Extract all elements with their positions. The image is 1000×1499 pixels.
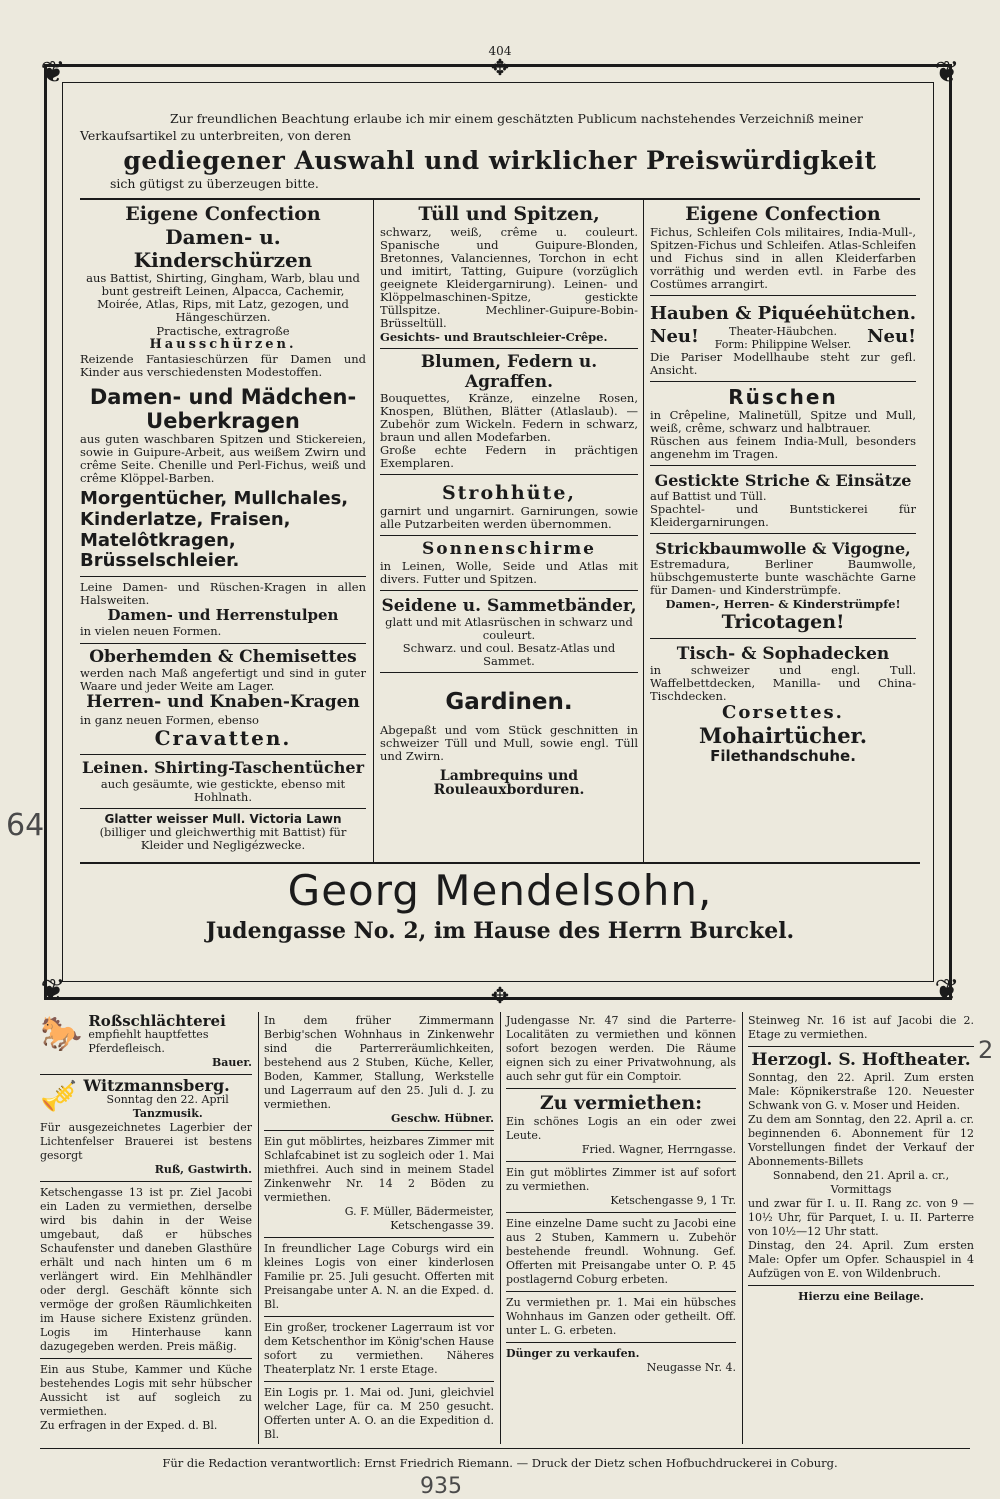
text: aus guten waschbaren Spitzen und Stickereien, sowie in Guipure-Arbeit, aus weißem Zwirn und crême Seite. Chenille und Perl-Fichus, weiß und crême Klöppel-Barben.: [80, 432, 366, 486]
divider: [650, 638, 916, 639]
text: (billiger und gleichwerthig mit Battist) für Kleider und Negligézwecke.: [99, 825, 347, 853]
divider: [264, 1130, 494, 1131]
corner-ornament-icon: ❦: [934, 55, 960, 90]
text: aus Battist, Shirting, Gingham, Warb, blau und bunt gestreift Leinen, Alpacca, Cachemir, Moirée, Atlas, Rips, mit Latz, gezogen, und Hängeschürzen.: [86, 270, 360, 324]
divider: [40, 1074, 252, 1075]
firm-address: Judengasse No. 2, im Hause des Herrn Burckel.: [205, 918, 795, 944]
column-divider: [258, 1012, 259, 1444]
text: In dem früher Zimmermann Berbig'schen Wohnhaus in Zinkenwehr sind die Parterreräumlichkeiten, bestehend aus 2 Stuben, Küche, Keller, Boden, Kammer, Stallung, Werkstelle und Lagerraum auf den 25. Juli d. J. zu vermiethen.: [264, 1014, 494, 1111]
text: Zu dem am Sonntag, den 22. April a. cr. beginnenden 6. Abonnement für 12 Vorstellungen findet der Verkauf der Abonnements-Billets: [748, 1112, 974, 1168]
text: auf Battist und Tüll.: [650, 488, 767, 503]
text: Hausschürzen.: [149, 337, 297, 353]
ad-title: Zu vermiethen:: [539, 1092, 703, 1114]
text: Estremadura, Berliner Baumwolle, hübschgemusterte bunte waschächte Garne für Damen- und Kinderstrümpfe.: [650, 557, 916, 598]
footer-rule: [40, 1448, 970, 1449]
heading: Filethandschuhe.: [710, 747, 856, 766]
text: Die Pariser Modellhaube steht zur gefl. Ansicht.: [650, 349, 916, 377]
text: Bouquettes, Kränze, einzelne Rosen, Knospen, Blüthen, Blätter (Atlaslaub). — Zubehör zum Wickeln. Federn in schwarz, braun und allen Modefarben.: [380, 391, 638, 445]
heading: Damen- und Herrenstulpen: [107, 605, 339, 624]
ad-title: Roßschlächterei: [88, 1012, 226, 1030]
heading: Strohhüte,: [441, 482, 577, 505]
text: Dinstag, den 24. April. Zum ersten Male: Opfer um Opfer. Schauspiel in 4 Aufzügen von E. von Wildenbruch.: [748, 1238, 974, 1280]
text: Abgepaßt und vom Stück geschnitten in schweizer Tüll und Mull, sowie engl. Tüll und Zwirn.: [380, 722, 638, 763]
heading: Eigene Confection: [125, 203, 321, 225]
heading: Damen- u. Kinderschürzen: [133, 224, 313, 272]
heading: Gardinen.: [445, 689, 573, 716]
signature: Bauer.: [211, 1056, 252, 1069]
divider: [506, 1161, 736, 1162]
divider: [80, 808, 366, 809]
heading: Mohairtücher.: [699, 722, 867, 748]
corner-ornament-icon: ❦: [40, 55, 66, 90]
text: Eine einzelne Dame sucht zu Jacobi eine aus 2 Stuben, Kammern u. Zubehör bestehende freundl. Wohnung. Gef. Offerten mit Preisangabe unter O. P. 45 postlagernd Coburg erbeten.: [506, 1216, 736, 1286]
divider: [650, 465, 916, 466]
divider: [506, 1088, 736, 1089]
ad-title: Herzogl. S. Hoftheater.: [751, 1050, 971, 1070]
heading: Glatter weisser Mull. Victoria Lawn: [104, 811, 342, 826]
neu-label: Neu!: [650, 326, 699, 348]
text: Ein gut möblirtes Zimmer ist auf sofort zu vermiethen.: [506, 1165, 736, 1193]
text: Ein gut möblirtes, heizbares Zimmer mit Schlafcabinet ist zu sogleich oder 1. Mai miethfrei. Auch sind in meinem Stadel Zinkenwehr Nr. 14 2 Böden zu vermiethen.: [264, 1135, 494, 1204]
intro-line: Zur freundlichen Beachtung erlaube ich mir einem geschätzten Publicum nachstehendes Verzeichniß meiner Verkaufsartikel zu unterbreiten, von deren: [80, 111, 863, 143]
text: Ein schönes Logis an ein oder zwei Leute.: [506, 1114, 736, 1142]
page-number: 404: [488, 44, 512, 58]
ads-column-a: [40, 1014, 252, 1433]
intro-end: sich gütigst zu überzeugen bitte.: [110, 176, 319, 191]
text: Theater-Häubchen.: [728, 324, 837, 338]
text: in schweizer und engl. Tull. Waffelbettdecken, Manilla- und China-Tischdecken.: [650, 663, 916, 704]
horse-icon: 🐎: [40, 1014, 83, 1054]
column-divider: [643, 200, 644, 864]
heading: Rüschen: [728, 384, 838, 409]
text: Gesichts- und Brautschleier-Crêpe.: [380, 329, 608, 344]
text: schwarz, weiß, crême u. couleurt. Spanische und Guipure-Blonden, Bretonnes, Valanciennes, Torchon in echt und imitirt, Tatting, Guipure (vorzüglich geeignete Kleidergarnirung). Leinen- und Klöppelmaschinen-Spitze, gestickte Tüllspitze. Mechliner-Guipure-Bobin-Brüsseltüll.: [380, 224, 638, 330]
text: Hierzu eine Beilage.: [798, 1289, 924, 1303]
ads-column-d: [748, 1014, 974, 1304]
text: Zu erfragen in der Exped. d. Bl.: [40, 1419, 218, 1432]
text: Dünger zu verkaufen.: [506, 1346, 640, 1360]
text: Große echte Federn in prächtigen Exemplaren.: [380, 443, 638, 471]
text: Sonntag den 22. April: [106, 1093, 229, 1106]
heading: Seidene u. Sammetbänder,: [381, 595, 637, 616]
divider: [506, 1342, 736, 1343]
text: in vielen neuen Formen.: [80, 624, 222, 639]
corner-ornament-icon: ❦: [40, 973, 66, 1008]
text: Rouleauxborduren.: [433, 782, 585, 799]
heading: Corsettes.: [722, 702, 844, 724]
text: Ein Logis pr. 1. Mai od. Juni, gleichviel welcher Lage, für ca. M 250 gesucht. Offerten unter A. O. an die Expedition d. Bl.: [264, 1386, 494, 1441]
text: glatt und mit Atlasrüschen in schwarz und couleurt.: [385, 615, 633, 643]
ad-witzmannsberg: [40, 1076, 252, 1121]
text: Damen-, Herren- & Kinderstrümpfe!: [665, 597, 901, 612]
divider: [380, 672, 638, 673]
text: Reizende Fantasieschürzen für Damen und Kinder aus verschiedensten Modestoffen.: [80, 351, 366, 379]
signature: G. F. Müller, Bädermeister, Ketschengasse 39.: [344, 1205, 494, 1232]
text: und zwar für I. u. II. Rang zc. von 9 — 10½ Uhr, für Parquet, I. u. II. Parterre von 10½—12 Uhr statt.: [748, 1196, 974, 1238]
divider: [748, 1285, 974, 1286]
text: Judengasse Nr. 47 sind die Parterre-Localitäten zu vermiethen und können sofort bezogen werden. Die Räume eignen sich zu einer Privatwohnung, als auch sehr gut für ein Comptoir.: [506, 1014, 736, 1083]
text: Zu vermiethen pr. 1. Mai ein hübsches Wohnhaus im Ganzen oder getheilt. Off. unter L. G. erbeten.: [506, 1295, 736, 1337]
bottom-ornament-icon: ✥: [490, 984, 510, 1009]
text: Form: Philippine Welser.: [714, 337, 852, 351]
divider: [506, 1212, 736, 1213]
divider: [80, 754, 366, 755]
column-right: [650, 204, 916, 765]
novelty-row: [650, 325, 916, 351]
trumpeter-icon: 🎺: [40, 1079, 78, 1114]
divider: [80, 576, 366, 577]
text: Fichus, Schleifen Cols militaires, India-Mull-, Spitzen-Fichus und Schleifen. Atlas-Schleifen und Fichus sind in allen Kleiderfarben vorräthig und werden evtl. in Farbe des Costümes arrangirt.: [650, 224, 916, 291]
text: empfiehlt hauptfettes Pferdefleisch.: [88, 1028, 209, 1055]
handwritten-note: 64: [6, 808, 45, 843]
heading: Tisch- & Sophadecken: [676, 643, 890, 664]
divider: [650, 295, 916, 296]
divider: [264, 1316, 494, 1317]
imprint-footer: Für die Redaction verantwortlich: Ernst Friedrich Riemann. — Druck der Dietz schen Hofbuchdruckerei in Coburg.: [162, 1456, 838, 1470]
handwritten-note: 935: [420, 1474, 462, 1499]
divider: [380, 590, 638, 591]
section-divider: [80, 862, 920, 864]
divider: [80, 643, 366, 644]
divider: [650, 381, 916, 382]
heading: Tüll und Spitzen,: [418, 203, 600, 225]
heading: Blumen, Federn u. Agraffen.: [420, 352, 598, 392]
top-ornament-icon: ✥: [490, 56, 510, 81]
column-divider: [742, 1012, 743, 1444]
ads-column-c: [506, 1014, 736, 1375]
text: in ganz neuen Formen, ebenso: [80, 712, 259, 727]
column-middle: [380, 204, 638, 798]
heading: Morgentücher, Mullchales, Kinderlatze, Fraisen, Matelôtkragen, Brüsselschleier.: [80, 488, 349, 572]
heading: Eigene Confection: [685, 203, 881, 225]
text: [715, 325, 851, 351]
neu-label: Neu!: [867, 326, 916, 348]
handwritten-note: 2: [978, 1036, 994, 1064]
text: Ein großer, trockener Lagerraum ist vor dem Ketschenthor im König'schen Hause sofort zu vermiethen. Näheres Theaterplatz Nr. 1 erste Etage.: [264, 1321, 494, 1376]
text: Steinweg Nr. 16 ist auf Jacobi die 2. Etage zu vermiethen.: [748, 1014, 974, 1041]
text: Sonntag, den 22. April. Zum ersten Male: Köpnikerstraße 120. Neuester Schwank von G. v. Moser und Heiden.: [748, 1070, 974, 1112]
ad-horse-butcher: [40, 1014, 252, 1070]
heading: Gestickte Striche & Einsätze: [654, 470, 912, 490]
signature: Geschw. Hübner.: [391, 1112, 494, 1125]
heading: Damen- und Mädchen-Ueberkragen: [89, 384, 357, 433]
headline: gediegener Auswahl und wirklicher Preiswürdigkeit: [123, 146, 877, 175]
text: in Leinen, Wolle, Seide und Atlas mit divers. Futter und Spitzen.: [380, 558, 638, 586]
divider: [748, 1046, 974, 1047]
corner-ornament-icon: ❦: [934, 973, 960, 1008]
heading: Strickbaumwolle & Vigogne,: [655, 538, 911, 558]
signature: Fried. Wagner, Herrngasse.: [581, 1142, 736, 1156]
divider: [264, 1381, 494, 1382]
divider: [264, 1237, 494, 1238]
firm-name: Georg Mendelsohn,: [287, 866, 713, 915]
text: Leine Damen- und Rüschen-Kragen in allen Halsweiten.: [80, 579, 366, 607]
text: Spachtel- und Buntstickerei für Kleidergarnirungen.: [650, 501, 916, 529]
heading: Hauben & Piquéehütchen.: [650, 302, 916, 324]
signature: Ruß, Gastwirth.: [154, 1163, 252, 1176]
ad-title: Witzmannsberg.: [83, 1076, 230, 1095]
text: in Crêpeline, Malinetüll, Spitze und Mull, weiß, crême, schwarz und halbtrauer.: [650, 407, 916, 435]
text: Practische, extragroße: [156, 323, 290, 338]
heading: Leinen. Shirting-Taschentücher: [81, 758, 364, 778]
text: werden nach Maß angefertigt und sind in guter Waare und jeder Weite am Lager.: [80, 666, 366, 694]
text: Rüschen aus feinem India-Mull, besonders angenehm im Tragen.: [650, 433, 916, 461]
column-divider: [373, 200, 374, 864]
divider: [380, 535, 638, 536]
text: In freundlicher Lage Coburgs wird ein kleines Logis von einer kinderlosen Familie pr. 25. Juli gesucht. Offerten mit Preisangabe unter A. N. an die Exped. d. Bl.: [264, 1242, 494, 1311]
text: garnirt und ungarnirt. Garnirungen, sowie alle Putzarbeiten werden übernommen.: [380, 504, 638, 532]
divider: [380, 474, 638, 475]
signature: Neugasse Nr. 4.: [646, 1360, 736, 1374]
column-divider: [500, 1012, 501, 1444]
section-divider: [80, 198, 920, 200]
column-left: [80, 204, 366, 852]
text: Ketschengasse 13 ist pr. Ziel Jacobi ein Laden zu vermiethen, derselbe wird bis dahin in der Weise umgebaut, daß er hübsches Schaufenster und daneben Glasthüre erhält und nach hinten um 6 m verlängert wird. Ein Mehlhändler oder dergl. Geschäft könnte sich vermöge der großen Räumlichkeiten im Hause sichere Existenz gründen. Logis im Hinterhause kann dazugegeben werden. Preis mäßig.: [40, 1186, 252, 1353]
signature: Ketschengasse 9, 1 Tr.: [610, 1193, 736, 1207]
text: Lambrequins und: [439, 767, 579, 784]
heading: Sonnenschirme: [421, 539, 596, 560]
divider: [380, 348, 638, 349]
heading: Herren- und Knaben-Kragen: [86, 692, 360, 713]
text: Ein aus Stube, Kammer und Küche bestehendes Logis mit sehr hübscher Aussicht ist auf sogleich zu vermiethen.: [40, 1363, 252, 1418]
heading: Oberhemden & Chemisettes: [89, 646, 357, 667]
ads-column-b: [264, 1014, 494, 1442]
divider: [40, 1358, 252, 1359]
divider: [650, 533, 916, 534]
heading: Tricotagen!: [721, 610, 845, 633]
text: Sonnabend, den 21. April a. cr., Vormittags: [772, 1168, 950, 1196]
text: Tanzmusik.: [132, 1107, 203, 1120]
text: Schwarz. und coul. Besatz-Atlas und Sammet.: [402, 641, 616, 669]
text: auch gesäumte, wie gestickte, ebenso mit Hohlnath.: [100, 776, 346, 804]
divider: [506, 1291, 736, 1292]
divider: [40, 1181, 252, 1182]
text: Für ausgezeichnetes Lagerbier der Lichtenfelser Brauerei ist bestens gesorgt: [40, 1121, 252, 1162]
heading: Cravatten.: [154, 726, 292, 751]
